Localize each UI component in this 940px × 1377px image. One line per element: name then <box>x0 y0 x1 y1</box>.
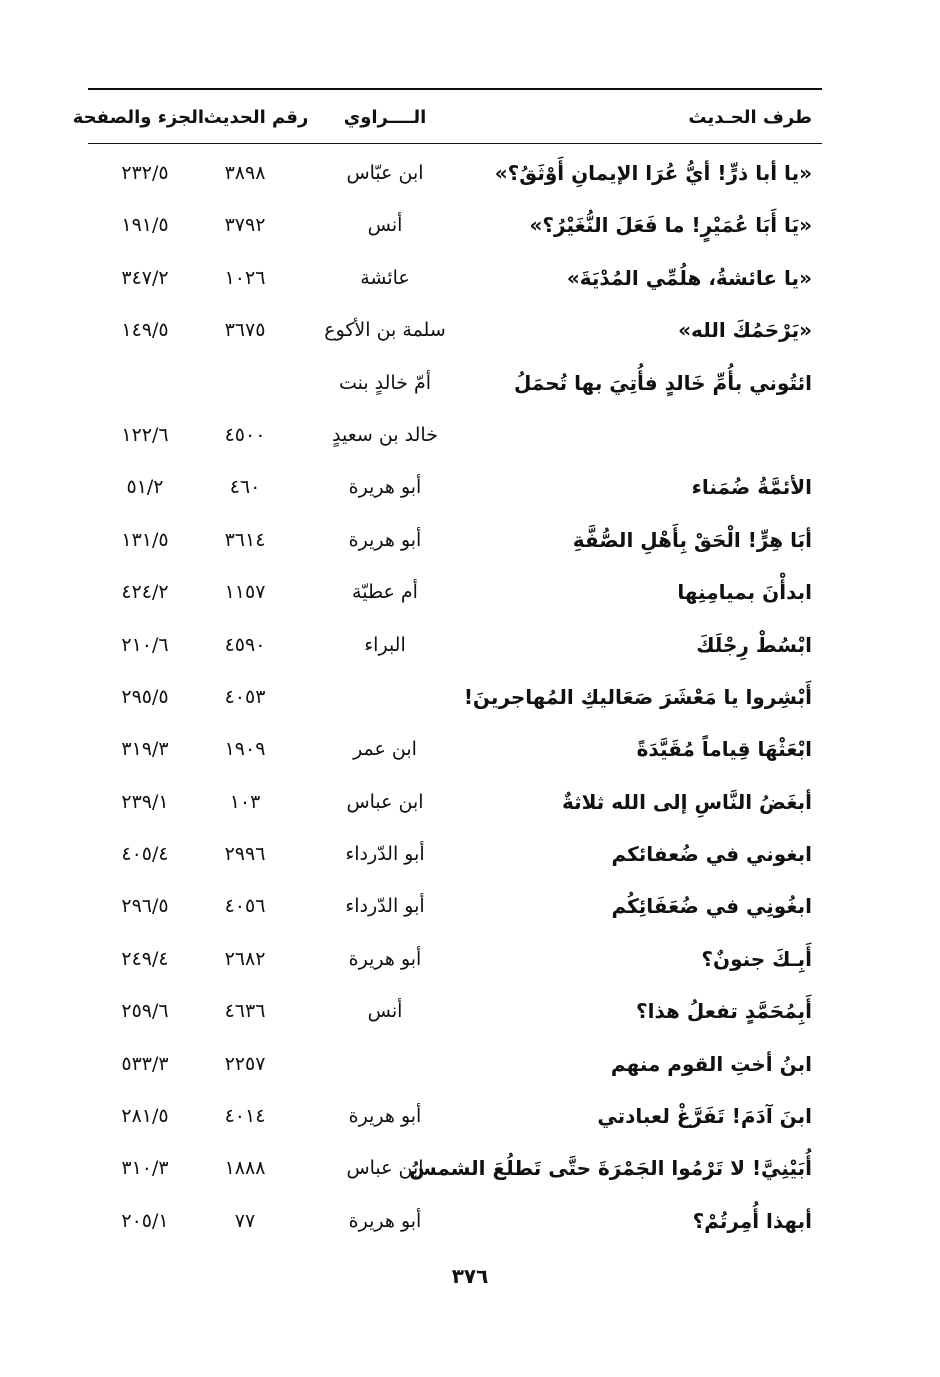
hadith-number: ٤٠٥٦ <box>224 895 266 918</box>
volume-page: ٢٩٥/٥ <box>121 685 169 708</box>
hadith-table-body <box>0 148 940 1248</box>
hadith-text: أَبِـكَ جنونٌ؟ <box>701 946 812 971</box>
volume-page: ٣١٩/٣ <box>121 738 169 761</box>
volume-page: ١٩١/٥ <box>121 214 169 237</box>
hadith-number: ٢٦٨٢ <box>224 947 266 970</box>
hadith-number: ٢٩٩٦ <box>224 843 266 866</box>
volume-page: ٢٣٩/١ <box>121 790 169 813</box>
hadith-number: ٤٥٠٠ <box>224 423 266 446</box>
table-row <box>0 253 940 305</box>
volume-page: ١٢٢/٦ <box>121 423 169 446</box>
hadith-text: ابنُ أختِ القوم منهم <box>610 1051 812 1076</box>
header-number: رقم الحديث <box>203 107 309 128</box>
table-row <box>0 148 940 200</box>
table-row <box>0 567 940 619</box>
hadith-text: ابنَ آدَمَ! تَفَرَّغْ لعبادتي <box>597 1104 812 1129</box>
hadith-number: ٤٠١٤ <box>224 1105 266 1128</box>
hadith-number: ٧٧ <box>234 1209 256 1232</box>
narrator-name: البراء <box>364 633 406 656</box>
volume-page: ٢٥٩/٦ <box>121 1000 169 1023</box>
narrator-name: خالد بن سعيدٍ <box>332 423 438 446</box>
table-row <box>0 881 940 933</box>
narrator-name: أم عطيّة <box>352 581 418 604</box>
table-row <box>0 305 940 357</box>
volume-page: ٥١/٢ <box>126 476 164 499</box>
hadith-text: ابْعَثْهَا قِياماً مُقَيَّدَةً <box>636 737 812 762</box>
hadith-text: «يَا أَبَا عُمَيْرٍ! ما فَعَلَ النُّغَيْرُ؟» <box>529 213 812 238</box>
table-row <box>0 724 940 776</box>
hadith-number: ٣٦١٤ <box>224 528 266 551</box>
hadith-number: ٤٥٩٠ <box>224 633 266 656</box>
narrator-name: أبو هريرة <box>348 528 422 551</box>
table-row <box>0 515 940 567</box>
hadith-number: ٢٢٥٧ <box>224 1052 266 1075</box>
narrator-name: ابن عبّاس <box>346 162 424 184</box>
table-row <box>0 620 940 672</box>
table-row <box>0 1091 940 1143</box>
volume-page: ٣٤٧/٢ <box>121 266 169 289</box>
hadith-text: «يا عائشةُ، هلُمِّي المُدْيَةَ» <box>566 265 812 290</box>
hadith-number: ١٩٠٩ <box>224 738 266 761</box>
top-rule <box>88 88 822 90</box>
hadith-text: «يا أبا ذرٍّ! أيُّ عُرَا الإيمانِ أَوْثَقُ؟» <box>494 161 812 185</box>
header-hadith: طرف الحـديث <box>688 107 812 128</box>
narrator-name: أبو الدّرداء <box>345 843 425 866</box>
volume-page: ٢٤٩/٤ <box>121 947 169 970</box>
hadith-text: أُبَيْنِيَّ! لا تَرْمُوا الجَمْرَةَ حتَّى تَطلُعَ الشمسُ <box>409 1156 812 1181</box>
hadith-number: ١٠٢٦ <box>224 266 266 289</box>
narrator-name: أبو هريرة <box>348 1209 422 1232</box>
table-row <box>0 200 940 252</box>
hadith-text: أَبِمُحَمَّدٍ تفعلُ هذا؟ <box>636 999 812 1024</box>
volume-page: ١٤٩/٥ <box>121 319 169 342</box>
hadith-text: ابغوني في ضُعفائكم <box>611 842 812 867</box>
hadith-number: ٣٦٧٥ <box>224 319 266 342</box>
narrator-name: أنس <box>367 1000 403 1023</box>
volume-page: ٤٠٥/٤ <box>121 843 169 866</box>
narrator-name: ابن عباس <box>346 1157 424 1180</box>
narrator-name: أنس <box>367 214 403 237</box>
hadith-text: ابغُونِي في ضُعَفَائِكُم <box>611 894 812 919</box>
table-header <box>0 98 940 138</box>
hadith-number: ٣٧٩٢ <box>224 214 266 237</box>
narrator-name: أبو هريرة <box>348 1105 422 1128</box>
narrator-name: أمّ خالدٍ بنت <box>338 371 432 394</box>
table-row <box>0 410 940 462</box>
table-row <box>0 986 940 1038</box>
hadith-number: ٣٨٩٨ <box>224 162 266 184</box>
volume-page: ٢٨١/٥ <box>121 1105 169 1128</box>
narrator-name: أبو هريرة <box>348 947 422 970</box>
hadith-text: أبَا هِرٍّ! الْحَقْ بِأَهْلِ الصُّفَّةِ <box>572 527 812 552</box>
hadith-number: ١٠٣ <box>229 790 261 813</box>
narrator-name: أبو هريرة <box>348 476 422 499</box>
hadith-text: ابْسُطْ رِجْلَكَ <box>696 632 812 657</box>
hadith-number: ٤٠٥٣ <box>224 685 266 708</box>
volume-page: ٤٢٤/٢ <box>121 581 169 604</box>
table-row <box>0 1039 940 1091</box>
volume-page: ٢٣٢/٥ <box>121 162 169 184</box>
narrator-name: ابن عمر <box>353 738 417 761</box>
volume-page: ١٣١/٥ <box>121 528 169 551</box>
table-row <box>0 358 940 410</box>
table-row <box>0 1143 940 1195</box>
table-row <box>0 672 940 724</box>
narrator-name: ابن عباس <box>346 790 424 813</box>
table-row <box>0 934 940 986</box>
hadith-text: أبهذا أُمِرتُمْ؟ <box>692 1208 812 1233</box>
volume-page: ٢٩٦/٥ <box>121 895 169 918</box>
hadith-text: ائتُوني بأُمِّ خَالدٍ فأُتِيَ بها تُحمَلُ <box>513 370 812 395</box>
hadith-text: الأئمَّةُ ضُمَناء <box>691 475 812 500</box>
volume-page: ٢١٠/٦ <box>121 633 169 656</box>
header-rule <box>88 143 822 144</box>
hadith-text: أبغَضُ النَّاسِ إلى الله ثلاثةٌ <box>561 789 812 814</box>
hadith-text: ابدأْنَ بميامِنِها <box>677 580 812 605</box>
hadith-text: أَبْشِروا يا مَعْشَرَ صَعَاليكِ المُهاجرينَ! <box>463 684 812 709</box>
hadith-number: ٤٦٣٦ <box>224 1000 266 1023</box>
volume-page: ٢٠٥/١ <box>121 1209 169 1232</box>
hadith-number: ١٨٨٨ <box>224 1157 266 1180</box>
page-number: ٣٧٦ <box>451 1264 489 1288</box>
table-row <box>0 777 940 829</box>
hadith-text: «يَرْحَمُكَ الله» <box>678 318 812 343</box>
volume-page: ٥٣٣/٣ <box>121 1052 169 1075</box>
table-row <box>0 462 940 514</box>
header-narrator: الــــراوي <box>343 107 427 128</box>
volume-page: ٣١٠/٣ <box>121 1157 169 1180</box>
table-row <box>0 1196 940 1248</box>
hadith-number: ١١٥٧ <box>224 581 266 604</box>
table-row <box>0 829 940 881</box>
header-page: الجزء والصفحة <box>72 107 204 128</box>
hadith-number: ٤٦٠ <box>229 476 261 499</box>
narrator-name: عائشة <box>360 266 410 289</box>
narrator-name: أبو الدّرداء <box>345 895 425 918</box>
narrator-name: سلمة بن الأكوع <box>324 319 446 342</box>
